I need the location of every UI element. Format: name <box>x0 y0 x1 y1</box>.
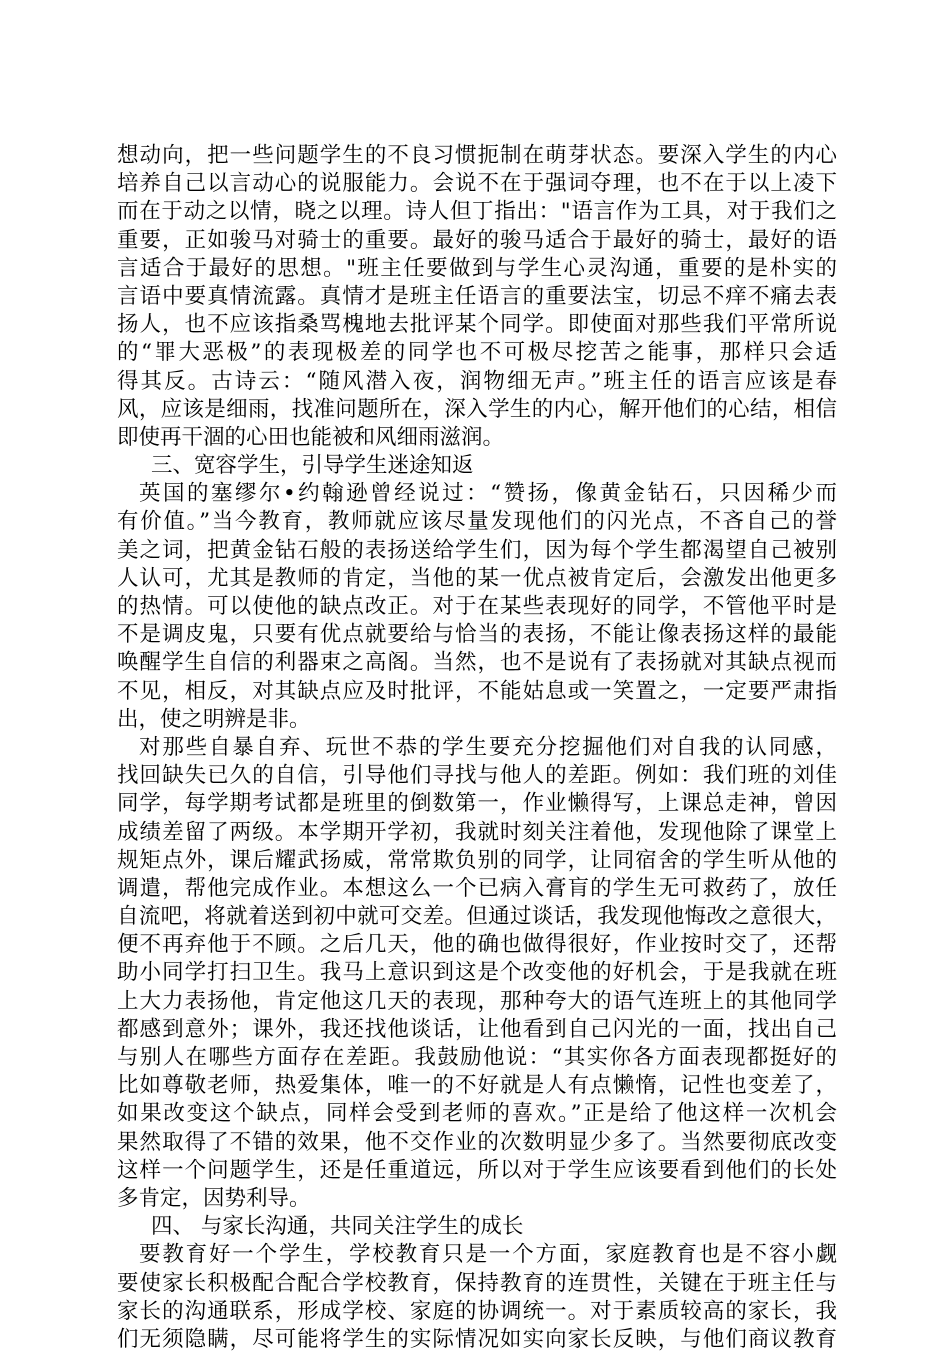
text-line: 重要，正如骏马对骑士的重要。最好的骏马适合于最好的骑士，最好的语 <box>117 227 837 253</box>
paragraph-first-line: 英国的塞缪尔•约翰逊曾经说过：“赞扬，像黄金钻石，只因稀少而 <box>139 481 837 507</box>
text-line: 扬人，也不应该指桑骂槐地去批评某个同学。即使面对那些我们平常所说 <box>117 312 837 338</box>
section-heading: 四、 与家长沟通，共同关注学生的成长 <box>151 1214 524 1240</box>
text-line: 出，使之明辨是非。 <box>117 706 311 732</box>
text-line: 不是调皮鬼，只要有优点就要给与恰当的表扬，不能让像表扬这样的最能 <box>117 622 837 648</box>
text-line: 的“罪大恶极”的表现极差的同学也不可极尽挖苦之能事，那样只会适 <box>117 340 837 366</box>
text-line: 规矩点外，课后耀武扬威，常常欺负别的同学，让同宿舍的学生听从他的 <box>117 847 837 873</box>
text-line: 的热情。可以使他的缺点改正。对于在某些表现好的同学，不管他平时是 <box>117 594 837 619</box>
text-line: 同学，每学期考试都是班里的倒数第一，作业懒得写，上课总走神，曾因 <box>117 791 837 817</box>
text-line: 成绩差留了两级。本学期开学初，我就时刻关注着他，发现他除了课堂上 <box>117 819 837 845</box>
text-line: 如果改变这个缺点，同样会受到老师的喜欢。”正是给了他这样一次机会 <box>117 1101 837 1127</box>
section-heading: 三、宽容学生，引导学生迷途知返 <box>151 453 474 479</box>
text-line: 人认可，尤其是教师的肯定，当他的某一优点被肯定后，会激发出他更多 <box>117 565 837 591</box>
text-line: 风，应该是细雨，找准问题所在，深入学生的内心，解开他们的心结，相信 <box>117 396 837 422</box>
text-line: 不见，相反，对其缺点应及时批评，不能姑息或一笑置之，一定要严肃指 <box>117 678 837 704</box>
text-line: 这样一个问题学生，还是任重道远，所以对于学生应该要看到他们的长处 <box>117 1157 837 1183</box>
text-line: 言语中要真情流露。真情才是班主任语言的重要法宝，切忌不痒不痛去表 <box>117 283 837 309</box>
text-line: 想动向，把一些问题学生的不良习惯扼制在萌芽状态。要深入学生的内心 <box>117 143 837 168</box>
text-line: 都感到意外；课外，我还找他谈话，让他看到自己闪光的一面，找出自己 <box>117 1016 837 1042</box>
text-line: 比如尊敬老师，热爱集体，唯一的不好就是人有点懒惰，记性也变差了， <box>117 1073 837 1099</box>
text-line: 即使再干涸的心田也能被和风细雨滋润。 <box>117 424 505 450</box>
text-line: 家长的沟通联系，形成学校、家庭的协调统一。对于素质较高的家长，我 <box>117 1298 837 1324</box>
text-line: 便不再弃他于不顾。之后几天，他的确也做得很好，作业按时交了，还帮 <box>117 932 837 958</box>
text-line: 美之词，把黄金钻石般的表扬送给学生们，因为每个学生都渴望自己被别 <box>117 537 837 563</box>
text-line: 助小同学打扫卫生。我马上意识到这是个改变他的好机会，于是我就在班 <box>117 960 837 986</box>
text-line: 得其反。古诗云：“随风潜入夜，润物细无声。”班主任的语言应该是春 <box>117 368 837 394</box>
text-line: 多肯定，因势利导。 <box>117 1185 311 1211</box>
text-line: 要使家长积极配合配合学校教育，保持教育的连贯性，关键在于班主任与 <box>117 1270 837 1296</box>
paragraph-first-line: 要教育好一个学生，学校教育只是一个方面，家庭教育也是不容小觑 <box>139 1242 837 1268</box>
text-line: 与别人在哪些方面存在差距。我鼓励他说：“其实你各方面表现都挺好的 <box>117 1045 837 1070</box>
text-line: 培养自己以言动心的说服能力。会说不在于强词夺理，也不在于以上凌下 <box>117 171 837 197</box>
text-line: 自流吧，将就着送到初中就可交差。但通过谈话，我发现他悔改之意很大， <box>117 904 837 930</box>
text-line: 上大力表扬他，肯定他这几天的表现，那种夸大的语气连班上的其他同学 <box>117 988 837 1014</box>
text-line: 调遣，帮他完成作业。本想这么一个已病入膏肓的学生无可救药了，放任 <box>117 875 837 901</box>
text-line: 言适合于最好的思想。"班主任要做到与学生心灵沟通，重要的是朴实的 <box>117 255 837 281</box>
text-line: 找回缺失已久的自信，引导他们寻找与他人的差距。例如：我们班的刘佳 <box>117 763 837 789</box>
text-line: 们无须隐瞒，尽可能将学生的实际情况如实向家长反映，与他们商议教育 <box>117 1326 837 1352</box>
text-line: 而在于动之以情，晓之以理。诗人但丁指出："语言作为工具，对于我们之 <box>117 199 837 225</box>
paragraph-first-line: 对那些自暴自弃、玩世不恭的学生要充分挖掘他们对自我的认同感， <box>139 734 837 760</box>
text-line: 唤醒学生自信的利器束之高阁。当然，也不是说有了表扬就对其缺点视而 <box>117 650 837 676</box>
document-page <box>117 142 837 1354</box>
text-line: 有价值。”当今教育，教师就应该尽量发现他们的闪光点，不吝自己的誉 <box>117 509 837 535</box>
text-line: 果然取得了不错的效果，他不交作业的次数明显少多了。当然要彻底改变 <box>117 1129 837 1155</box>
